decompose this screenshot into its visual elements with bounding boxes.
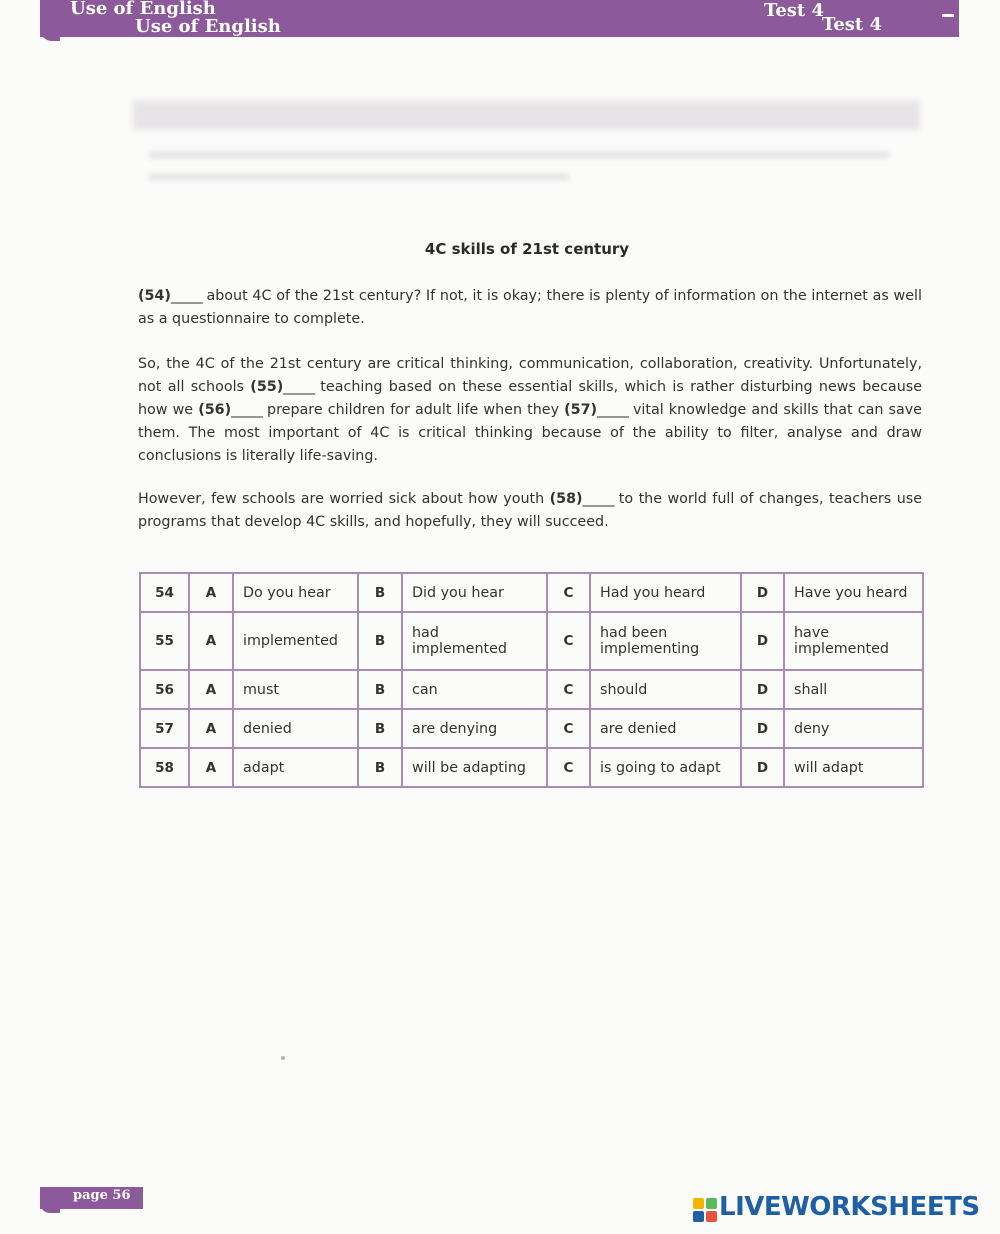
option-letter-b: B <box>358 709 402 748</box>
option-c[interactable]: are denied <box>590 709 741 748</box>
gap-number-57: (57) <box>564 402 598 418</box>
option-a[interactable]: adapt <box>233 748 358 787</box>
page-tab-curve <box>40 1203 60 1213</box>
option-letter-c: C <box>547 573 590 612</box>
question-number: 55 <box>140 612 189 670</box>
question-number: 54 <box>140 573 189 612</box>
faded-heading-band <box>133 100 920 130</box>
option-b[interactable]: had implemented <box>402 612 547 670</box>
option-letter-c: C <box>547 612 590 670</box>
table-row <box>140 612 923 670</box>
liveworksheets-logo-icon <box>692 1197 718 1223</box>
faded-line <box>149 151 889 159</box>
paragraph-text: prepare children for adult life when they <box>261 402 565 418</box>
header-dash <box>942 14 954 17</box>
option-letter-a: A <box>189 748 233 787</box>
header-test-title: Test 4 <box>764 0 825 21</box>
option-letter-c: C <box>547 748 590 787</box>
option-a[interactable]: denied <box>233 709 358 748</box>
option-d[interactable]: have implemented <box>784 612 923 670</box>
option-c[interactable]: is going to adapt <box>590 748 741 787</box>
option-letter-d: D <box>741 670 784 709</box>
option-b[interactable]: Did you hear <box>402 573 547 612</box>
paragraph-text: about 4C of the 21st century? If not, it is okay; there is plenty of information on the internet as well as a questionnaire to complete. <box>138 288 922 327</box>
option-b[interactable]: will be adapting <box>402 748 547 787</box>
gap-number-54: (54) <box>138 288 171 304</box>
option-letter-a: A <box>189 670 233 709</box>
option-letter-d: D <box>741 709 784 748</box>
option-letter-a: A <box>189 612 233 670</box>
paragraph-3 <box>138 488 922 534</box>
paragraph-2 <box>138 353 922 468</box>
header-test-title-duplicate: Test 4 <box>822 14 883 35</box>
option-letter-d: D <box>741 573 784 612</box>
faded-instructions <box>133 95 920 205</box>
paragraph-text: However, few schools are worried sick about how youth <box>138 491 550 507</box>
option-c[interactable]: Had you heard <box>590 573 741 612</box>
answer-options-table <box>139 572 924 788</box>
page-number-label: page 56 <box>73 1188 131 1203</box>
option-c[interactable]: should <box>590 670 741 709</box>
option-letter-a: A <box>189 573 233 612</box>
gap-blank-58: _____ <box>582 491 614 507</box>
table-row <box>140 709 923 748</box>
option-a[interactable]: Do you hear <box>233 573 358 612</box>
question-number: 58 <box>140 748 189 787</box>
option-d[interactable]: Have you heard <box>784 573 923 612</box>
question-number: 56 <box>140 670 189 709</box>
paragraph-text: So, the 4C of the 21st century are critical thinking, communication, collaboration, creativity. Unfortunately, not all schools <box>138 356 922 395</box>
table-row <box>140 670 923 709</box>
gap-number-55: (55) <box>250 379 284 395</box>
gap-blank-56: _____ <box>231 402 262 418</box>
paragraph-text: vital knowledge and skills that can save them. The most important of 4C is critical thinking because of the ability to filter, analyse and draw conclusions is literally life-saving. <box>138 402 922 464</box>
brand-name: LIVEWORKSHEETS <box>719 1192 980 1222</box>
option-d[interactable]: will adapt <box>784 748 923 787</box>
gap-blank-55: _____ <box>283 379 315 395</box>
question-number: 57 <box>140 709 189 748</box>
paragraph-text: to the world full of changes, teachers use programs that develop 4C skills, and hopefully, they will succeed. <box>138 491 923 530</box>
option-a[interactable]: must <box>233 670 358 709</box>
gap-blank-54: _____ <box>170 288 202 304</box>
option-letter-b: B <box>358 748 402 787</box>
option-letter-c: C <box>547 709 590 748</box>
paragraph-1 <box>138 285 922 331</box>
option-letter-c: C <box>547 670 590 709</box>
header-section-title: Use of English <box>70 0 216 19</box>
header-section-title-duplicate: Use of English <box>135 16 281 37</box>
option-letter-d: D <box>741 612 784 670</box>
option-d[interactable]: shall <box>784 670 923 709</box>
gap-number-58: (58) <box>549 491 583 507</box>
option-d[interactable]: deny <box>784 709 923 748</box>
gap-number-56: (56) <box>198 402 232 418</box>
paragraph-text: teaching based on these essential skills, which is rather disturbing news because how we <box>138 379 922 418</box>
table-row <box>140 573 923 612</box>
option-letter-b: B <box>358 670 402 709</box>
header-curve <box>40 29 60 41</box>
option-letter-b: B <box>358 573 402 612</box>
option-c[interactable]: had been implementing <box>590 612 741 670</box>
scan-speck <box>281 1056 285 1060</box>
option-letter-a: A <box>189 709 233 748</box>
gap-blank-57: _____ <box>597 402 628 418</box>
faded-line <box>149 173 569 181</box>
option-letter-d: D <box>741 748 784 787</box>
table-row <box>140 748 923 787</box>
option-letter-b: B <box>358 612 402 670</box>
passage-title: 4C skills of 21st century <box>424 240 630 258</box>
option-b[interactable]: can <box>402 670 547 709</box>
option-b[interactable]: are denying <box>402 709 547 748</box>
option-a[interactable]: implemented <box>233 612 358 670</box>
